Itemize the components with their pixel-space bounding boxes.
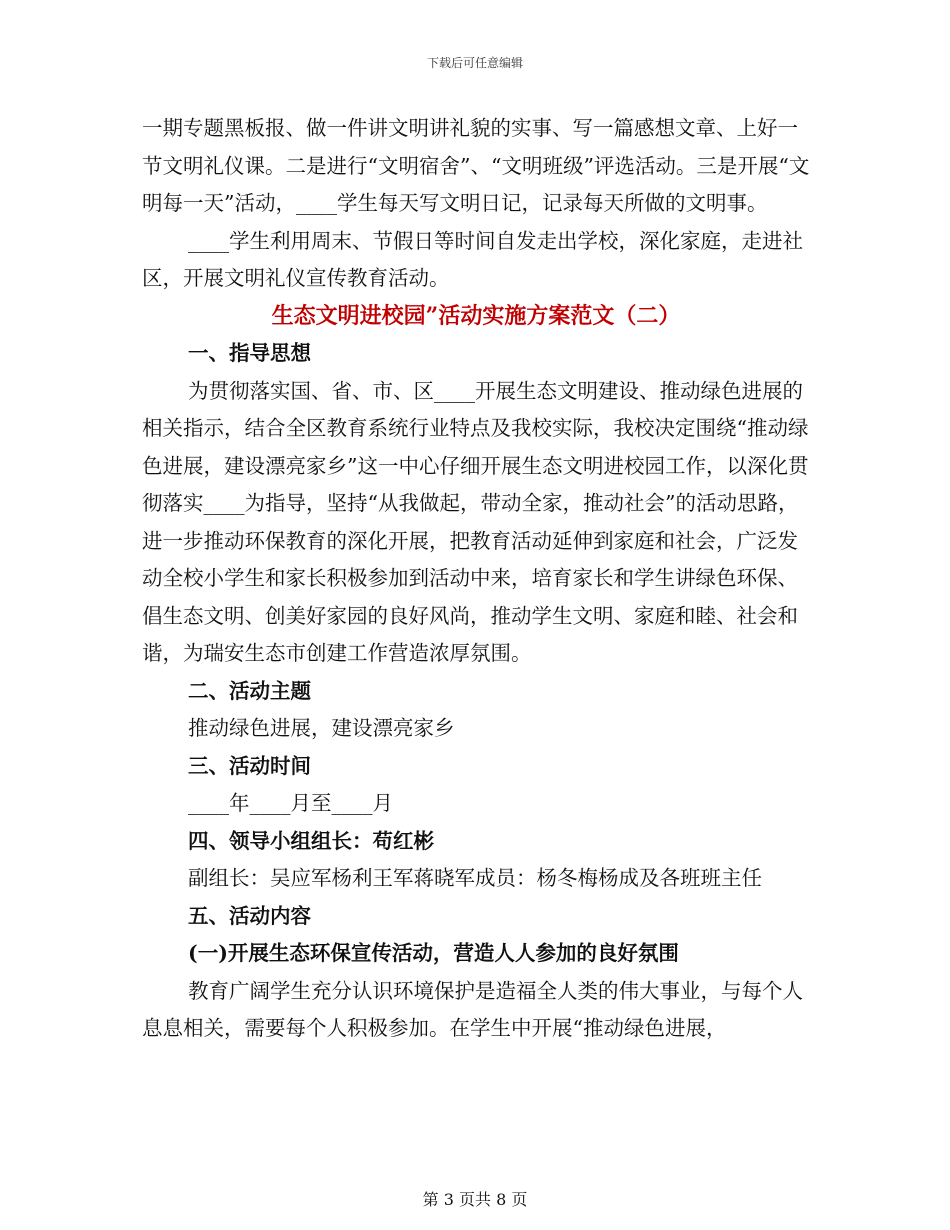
paragraph-3: 为贯彻落实国、省、市、区____开展生态文明建设、推动绿色进展的相关指示，结合全区教育系统行业特点及我校实际，我校决定围绕“推动绿色进展，建设漂亮家乡”这一中心仔细开展生态文明进校园工作，以深化贯彻落实____为指导，坚持“从我做起，带动全家，推动社会”的活动思路，进一步推动环保教育的深化开展，把教育活动延伸到家庭和社会，广泛发动全校小学生和家长积极参加到活动中来，培育家长和学生讲绿色环保、倡生态文明、创美好家园的良好风尚，推动学生文明、家庭和睦、社会和谐，为瑞安生态市创建工作营造浓厚氛围。 <box>142 378 809 665</box>
page-footer: 第 3 页共 8 页 <box>422 1190 528 1209</box>
paragraph-2: ____学生利用周末、节假日等时间自发走出学校，深化家庭，走进社区，开展文明礼仪宣传教育活动。 <box>142 228 803 290</box>
page-header: 下载后可任意编辑 <box>426 56 523 70</box>
document-title: 生态文明进校园”活动实施方案范文（二） <box>271 302 681 329</box>
section-heading-3: 三、活动时间 <box>188 753 311 778</box>
paragraph-1: 一期专题黑板报、做一件讲文明讲礼貌的实事、写一篇感想文章、上好一节文明礼仪课。二是进行“文明宿舍”、“文明班级”评选活动。三是开展“文明每一天”活动，____学生每天写文明日记，记录每天所做的文明事。 <box>142 116 810 215</box>
section-heading-1: 一、指导思想 <box>188 341 311 365</box>
paragraph-7: 教育广阔学生充分认识环境保护是造福全人类的伟大事业，与每个人息息相关，需要每个人积极参加。在学生中开展“推动绿色进展， <box>142 978 803 1040</box>
section-heading-5: 五、活动内容 <box>188 903 311 928</box>
paragraph-6: 副组长：吴应军杨利王军蒋晓军成员：杨冬梅杨成及各班班主任 <box>188 866 762 890</box>
section-heading-4: 四、领导小组组长：苟红彬 <box>188 828 434 853</box>
paragraph-5: ____年____月至____月 <box>188 791 393 815</box>
section-heading-2: 二、活动主题 <box>188 678 311 703</box>
subsection-heading-1: (一)开展生态环保宣传活动，营造人人参加的良好氛围 <box>188 941 679 965</box>
document-body <box>142 110 810 1048</box>
paragraph-4: 推动绿色进展，建设漂亮家乡 <box>188 716 455 740</box>
